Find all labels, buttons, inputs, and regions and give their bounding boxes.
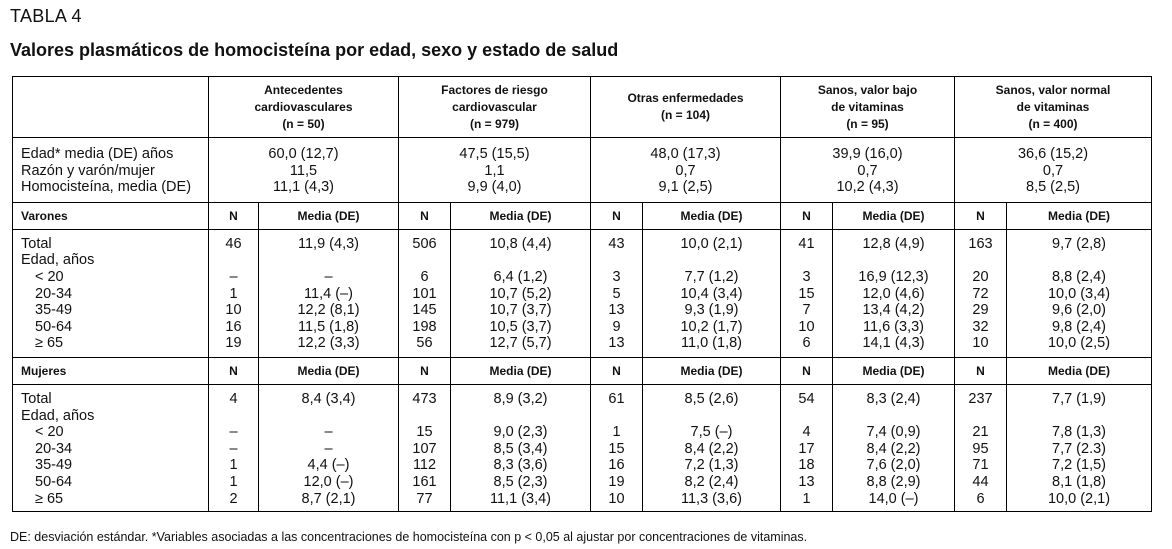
cell-media: 13,4 (4,2) [833,302,955,319]
cell-media: 10,0 (2,5) [1007,335,1152,357]
cell-media: 11,1 (3,4) [451,491,591,512]
table-row [13,269,1152,286]
row-label: 35-49 [35,457,73,474]
group-header-line: (n = 400) [1028,116,1078,131]
cell-media: 11,9 (4,3) [259,229,399,252]
cell-n: 43 [591,229,643,252]
cell-n: 1 [781,491,833,512]
cell-n: 6 [399,269,451,286]
cell-n: 506 [399,229,451,252]
group-header-row [13,77,1152,138]
table-row [13,474,1152,491]
column-header-media: Media (DE) [451,357,591,384]
row-label: Homocisteína, media (DE) [13,179,209,202]
cell-n [781,252,833,269]
cell-media: 7,7 (1,9) [1007,384,1152,407]
row-label: 50-64 [35,318,73,335]
cell-media: 7,6 (2,0) [833,457,955,474]
cell-n: 15 [399,424,451,441]
cell-media: – [259,269,399,286]
table-row [13,319,1152,336]
cell-n: 1 [591,424,643,441]
column-header-media: Media (DE) [833,357,955,384]
table-row [13,302,1152,319]
cell-media [259,408,399,425]
cell-media: 8,1 (1,8) [1007,474,1152,491]
cell-media: 8,2 (2,4) [643,474,781,491]
group-value: 1,1 [399,163,591,180]
cell-n: 21 [955,424,1007,441]
group-header-line: cardiovascular [452,99,537,114]
cell-media: 11,6 (3,3) [833,319,955,336]
cell-media: 7,4 (0,9) [833,424,955,441]
cell-media: 7,7 (1,2) [643,269,781,286]
cell-n: – [209,269,259,286]
cell-n [591,408,643,425]
table-row [13,424,1152,441]
cell-n: – [209,424,259,441]
general-row [13,179,1152,202]
column-header-n: N [781,202,833,229]
cell-media: 7,2 (1,5) [1007,457,1152,474]
cell-n [209,252,259,269]
header-empty-cell [13,77,209,138]
column-header-media: Media (DE) [259,357,399,384]
cell-media: 4,4 (–) [259,457,399,474]
cell-n: 6 [781,335,833,357]
table-row [13,286,1152,303]
cell-media: 9,3 (1,9) [643,302,781,319]
cell-media [451,252,591,269]
cell-n: 46 [209,229,259,252]
cell-media: 9,8 (2,4) [1007,319,1152,336]
cell-n: 7 [781,302,833,319]
cell-n: 1 [209,457,259,474]
cell-n: 107 [399,441,451,458]
cell-media: 8,3 (2,4) [833,384,955,407]
column-header-n: N [209,357,259,384]
cell-media: 8,5 (2,3) [451,474,591,491]
row-label: ≥ 65 [13,335,209,357]
cell-n: 17 [781,441,833,458]
group-value: 0,7 [781,163,955,180]
cell-media: 11,4 (–) [259,286,399,303]
cell-media [643,252,781,269]
cell-media: 10,0 (2,1) [1007,491,1152,512]
column-header-n: N [955,202,1007,229]
cell-media: 12,8 (4,9) [833,229,955,252]
cell-media: 9,6 (2,0) [1007,302,1152,319]
column-header-n: N [955,357,1007,384]
group-header-line: de vitaminas [1016,99,1090,114]
column-header-n: N [209,202,259,229]
cell-n: 237 [955,384,1007,407]
table-row [13,335,1152,357]
cell-n: 473 [399,384,451,407]
column-header-media: Media (DE) [1007,202,1152,229]
group-value: 39,9 (16,0) [781,138,955,163]
cell-n: 198 [399,319,451,336]
cell-media: 12,0 (–) [259,474,399,491]
cell-media: 7,5 (–) [643,424,781,441]
data-table-wrapper [12,76,1151,512]
cell-n: 4 [781,424,833,441]
cell-media: 7,7 (2.3) [1007,441,1152,458]
row-label: 20-34 [35,440,73,457]
cell-n: 32 [955,319,1007,336]
column-header-media: Media (DE) [643,202,781,229]
table-row [13,408,1152,425]
group-value: 9,9 (4,0) [399,179,591,202]
cell-media: 8,5 (2,6) [643,384,781,407]
cell-n: 163 [955,229,1007,252]
cell-n: 77 [399,491,451,512]
cell-n: 10 [955,335,1007,357]
group-header-factores [399,77,591,138]
section-label: Varones [13,202,209,229]
cell-media: 9,7 (2,8) [1007,229,1152,252]
cell-n: 3 [591,269,643,286]
row-label: Edad* media (DE) años [21,146,174,162]
cell-n: 10 [781,319,833,336]
cell-n: 9 [591,319,643,336]
general-section [13,138,1152,203]
row-label: ≥ 65 [35,490,64,507]
group-header-line: (n = 95) [846,116,889,131]
cell-media: 11,3 (3,6) [643,491,781,512]
cell-n: 18 [781,457,833,474]
cell-n: 72 [955,286,1007,303]
column-header-media: Media (DE) [833,202,955,229]
cell-n: 13 [591,302,643,319]
cell-n: 56 [399,335,451,357]
row-label: Edad, años [21,252,95,269]
row-label: Edad, años [21,407,95,424]
cell-media [643,408,781,425]
row-label: < 20 [35,268,64,285]
cell-media: 6,4 (1,2) [451,269,591,286]
table-footnote: DE: desviación estándar. *Variables asociadas a las concentraciones de homocisteína con p < 0,05 al ajustar por concentraciones de vitaminas. [10,530,808,544]
cell-n: 112 [399,457,451,474]
group-header-line: de vitaminas [831,99,904,114]
cell-n [955,252,1007,269]
cell-media: 10,4 (3,4) [643,286,781,303]
varones-subheader-row [13,202,1152,229]
cell-media: 8,8 (2,4) [1007,269,1152,286]
group-header-line: (n = 104) [660,108,711,122]
group-header-line: Otras enfermedades [627,91,744,105]
cell-n: 2 [209,491,259,512]
column-header-n: N [399,357,451,384]
cell-n: 29 [955,302,1007,319]
cell-media [1007,408,1152,425]
cell-media: 8,9 (3,2) [451,384,591,407]
cell-n: 15 [591,441,643,458]
cell-media [451,408,591,425]
group-header-sanos-normal [955,77,1152,138]
table-row [13,457,1152,474]
cell-media: 7,8 (1,3) [1007,424,1152,441]
cell-n: 13 [781,474,833,491]
cell-n: 71 [955,457,1007,474]
cell-n: 101 [399,286,451,303]
table-row [13,252,1152,269]
cell-media: 12,7 (5,7) [451,335,591,357]
cell-media: 8,7 (2,1) [259,491,399,512]
row-label: Total [21,390,52,407]
cell-media: 9,0 (2,3) [451,424,591,441]
column-header-n: N [591,357,643,384]
cell-media: 12,2 (3,3) [259,335,399,357]
cell-media: 14,0 (–) [833,491,955,512]
cell-media: 10,0 (2,1) [643,229,781,252]
column-header-media: Media (DE) [259,202,399,229]
group-header-line: (n = 979) [469,116,520,131]
cell-n: 54 [781,384,833,407]
row-label: Total [21,235,52,252]
column-header-n: N [591,202,643,229]
varones-section [13,202,1152,357]
cell-n: 19 [209,335,259,357]
cell-n: 20 [955,269,1007,286]
cell-n: 161 [399,474,451,491]
cell-media: 8,5 (3,4) [451,441,591,458]
group-value: 0,7 [955,163,1152,180]
cell-media: 14,1 (4,3) [833,335,955,357]
cell-n: 61 [591,384,643,407]
cell-media: – [259,441,399,458]
cell-n: 15 [781,286,833,303]
cell-n: 4 [209,384,259,407]
cell-n: 19 [591,474,643,491]
cell-media: 8,8 (2,9) [833,474,955,491]
cell-media: 7,2 (1,3) [643,457,781,474]
cell-n: 1 [209,286,259,303]
group-value: 11,5 [209,163,399,180]
cell-n: 95 [955,441,1007,458]
group-value: 8,5 (2,5) [955,179,1152,202]
cell-media: 10,0 (3,4) [1007,286,1152,303]
cell-media: 11,0 (1,8) [643,335,781,357]
row-label: 50-64 [35,473,73,490]
column-header-n: N [399,202,451,229]
table-title: Valores plasmáticos de homocisteína por edad, sexo y estado de salud [10,40,619,60]
cell-media: 10,7 (5,2) [451,286,591,303]
cell-media: 8,4 (2,2) [643,441,781,458]
group-header-sanos-bajo [781,77,955,138]
general-row [13,138,1152,163]
column-header-media: Media (DE) [1007,357,1152,384]
cell-n [399,252,451,269]
group-header-line: (n = 50) [282,116,325,131]
cell-media: 10,7 (3,7) [451,302,591,319]
cell-n: 16 [591,457,643,474]
table-row [13,441,1152,458]
group-value: 0,7 [591,163,781,180]
table-row [13,491,1152,512]
cell-n [781,408,833,425]
cell-n [209,408,259,425]
cell-n [591,252,643,269]
group-value: 36,6 (15,2) [955,138,1152,163]
cell-n: 16 [209,319,259,336]
cell-n: 1 [209,474,259,491]
group-value: 47,5 (15,5) [399,138,591,163]
cell-n: 6 [955,491,1007,512]
cell-n: 5 [591,286,643,303]
group-value: 60,0 (12,7) [209,138,399,163]
row-label: Razón y varón/mujer [21,162,155,179]
cell-n: 10 [209,302,259,319]
cell-n [955,408,1007,425]
group-header-line: Factores de riesgo [441,82,548,97]
column-header-n: N [781,357,833,384]
row-label: 35-49 [35,302,73,319]
cell-media: 8,4 (3,4) [259,384,399,407]
cell-media [833,252,955,269]
row-label: < 20 [35,424,64,441]
cell-media [259,252,399,269]
group-value: 10,2 (4,3) [781,179,955,202]
cell-media: 10,8 (4,4) [451,229,591,252]
cell-n: 10 [591,491,643,512]
cell-media [833,408,955,425]
cell-media: – [259,424,399,441]
table-number-label: TABLA 4 [10,6,82,26]
cell-media: 12,0 (4,6) [833,286,955,303]
group-header-line: Sanos, valor bajo [817,82,918,97]
homocysteine-table [12,76,1152,512]
cell-media [1007,252,1152,269]
cell-media: 8,3 (3,6) [451,457,591,474]
table-row [13,384,1152,407]
mujeres-section [13,357,1152,511]
group-value: 11,1 (4,3) [209,179,399,202]
cell-media: 16,9 (12,3) [833,269,955,286]
cell-n: 41 [781,229,833,252]
column-header-media: Media (DE) [643,357,781,384]
group-header-line: Antecedentes [264,82,343,97]
group-value: 9,1 (2,5) [591,179,781,202]
cell-media: 8,4 (2,2) [833,441,955,458]
group-header-antecedentes [209,77,399,138]
cell-media: 10,5 (3,7) [451,319,591,336]
cell-n: – [209,441,259,458]
group-header-otras [591,77,781,138]
cell-n: 3 [781,269,833,286]
row-label: 20-34 [35,285,73,302]
table-row [13,229,1152,252]
mujeres-subheader-row [13,357,1152,384]
general-row [13,163,1152,180]
cell-n: 145 [399,302,451,319]
group-value: 48,0 (17,3) [591,138,781,163]
cell-media: 12,2 (8,1) [259,302,399,319]
group-header-line: Sanos, valor normal [995,82,1111,97]
cell-media: 11,5 (1,8) [259,319,399,336]
section-label: Mujeres [13,357,209,384]
cell-n: 44 [955,474,1007,491]
cell-media: 10,2 (1,7) [643,319,781,336]
cell-n [399,408,451,425]
column-header-media: Media (DE) [451,202,591,229]
group-header-line: cardiovasculares [254,99,353,114]
cell-n: 13 [591,335,643,357]
